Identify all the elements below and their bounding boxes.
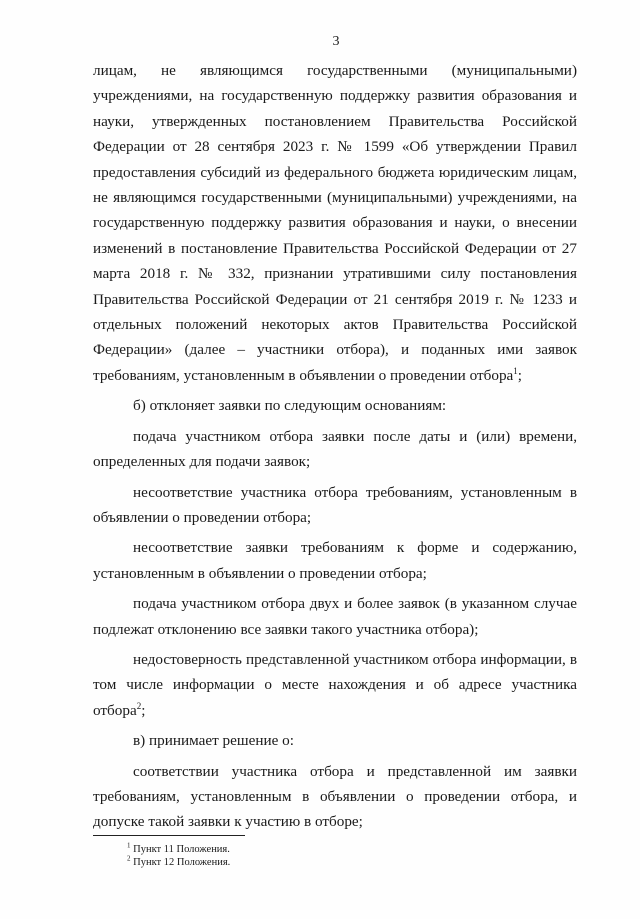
paragraph-item-b: б) отклоняет заявки по следующим основаниям: (133, 397, 447, 415)
footnote-ref-2: 2 (136, 700, 142, 711)
footnote-text: Пункт 11 Положения. (130, 844, 230, 855)
footnote-ref-1: 1 (513, 365, 518, 376)
paragraph-ground-participant: несоответствие участника отбора требованиям, установленным в объявлении о проведении отбора; (93, 483, 577, 526)
footnotes (127, 843, 230, 869)
document-body (93, 58, 577, 835)
paragraph-tail: ; (517, 366, 523, 384)
footnote-2 (127, 856, 230, 869)
footnote-text: Пункт 12 Положения. (130, 857, 231, 868)
paragraph-text: недостоверность представленной участником отбора информации, в том числе информации о месте нахождения и об адресе участника отбора (93, 650, 577, 719)
paragraph-ground-multiple: подача участником отбора двух и более заявок (в указанном случае подлежат отклонению все заявки такого участника отбора); (93, 595, 577, 638)
paragraph-ground-unreliable (93, 647, 577, 723)
paragraph-decision-compliance: соответствии участника отбора и представленной им заявки требованиям, установленным в объявлении о проведении отбора, и допуске такой заявки к участию в отборе; (93, 762, 577, 831)
footnote-1 (127, 843, 230, 856)
paragraph-ground-form: несоответствие заявки требованиям к форме и содержанию, установленным в объявлении о проведении отбора; (93, 539, 577, 582)
footnote-mark: 1 (127, 841, 131, 850)
paragraph-item-v: в) принимает решение о: (133, 732, 294, 750)
paragraph-continuation (93, 58, 577, 388)
page-number: 3 (332, 34, 340, 49)
footnote-mark: 2 (127, 854, 131, 863)
paragraph-tail: ; (141, 701, 146, 719)
footnote-separator (93, 835, 245, 836)
paragraph-text: лицам, не являющимся государственными (муниципальными) учреждениями, на государственную поддержку развития образования и науки, утвержденных постановлением Правительства Российской Федерации от 28 сентября 2023 г. № 1599 «Об утверждении Правил предоставления субсидий из федерального бюджета юридическим лицам, не являющимся государственными (муниципальными) учреждениями, на государственную поддержку развития образования и науки, о внесении изменений в постановление Правительства Российской Федерации от 27 марта 2018 г. № 332, признании утратившими силу постановления Правительства Российской Федерации от 21 сентября 2019 г. № 1233 и отдельных положений некоторых актов Правительства Российской Федерации» (далее – участники отбора), и поданных ими заявок требованиям, установленным в объявлении о проведении отбора (93, 62, 577, 384)
paragraph-ground-late: подача участником отбора заявки после даты и (или) времени, определенных для подачи заявок; (93, 427, 577, 471)
